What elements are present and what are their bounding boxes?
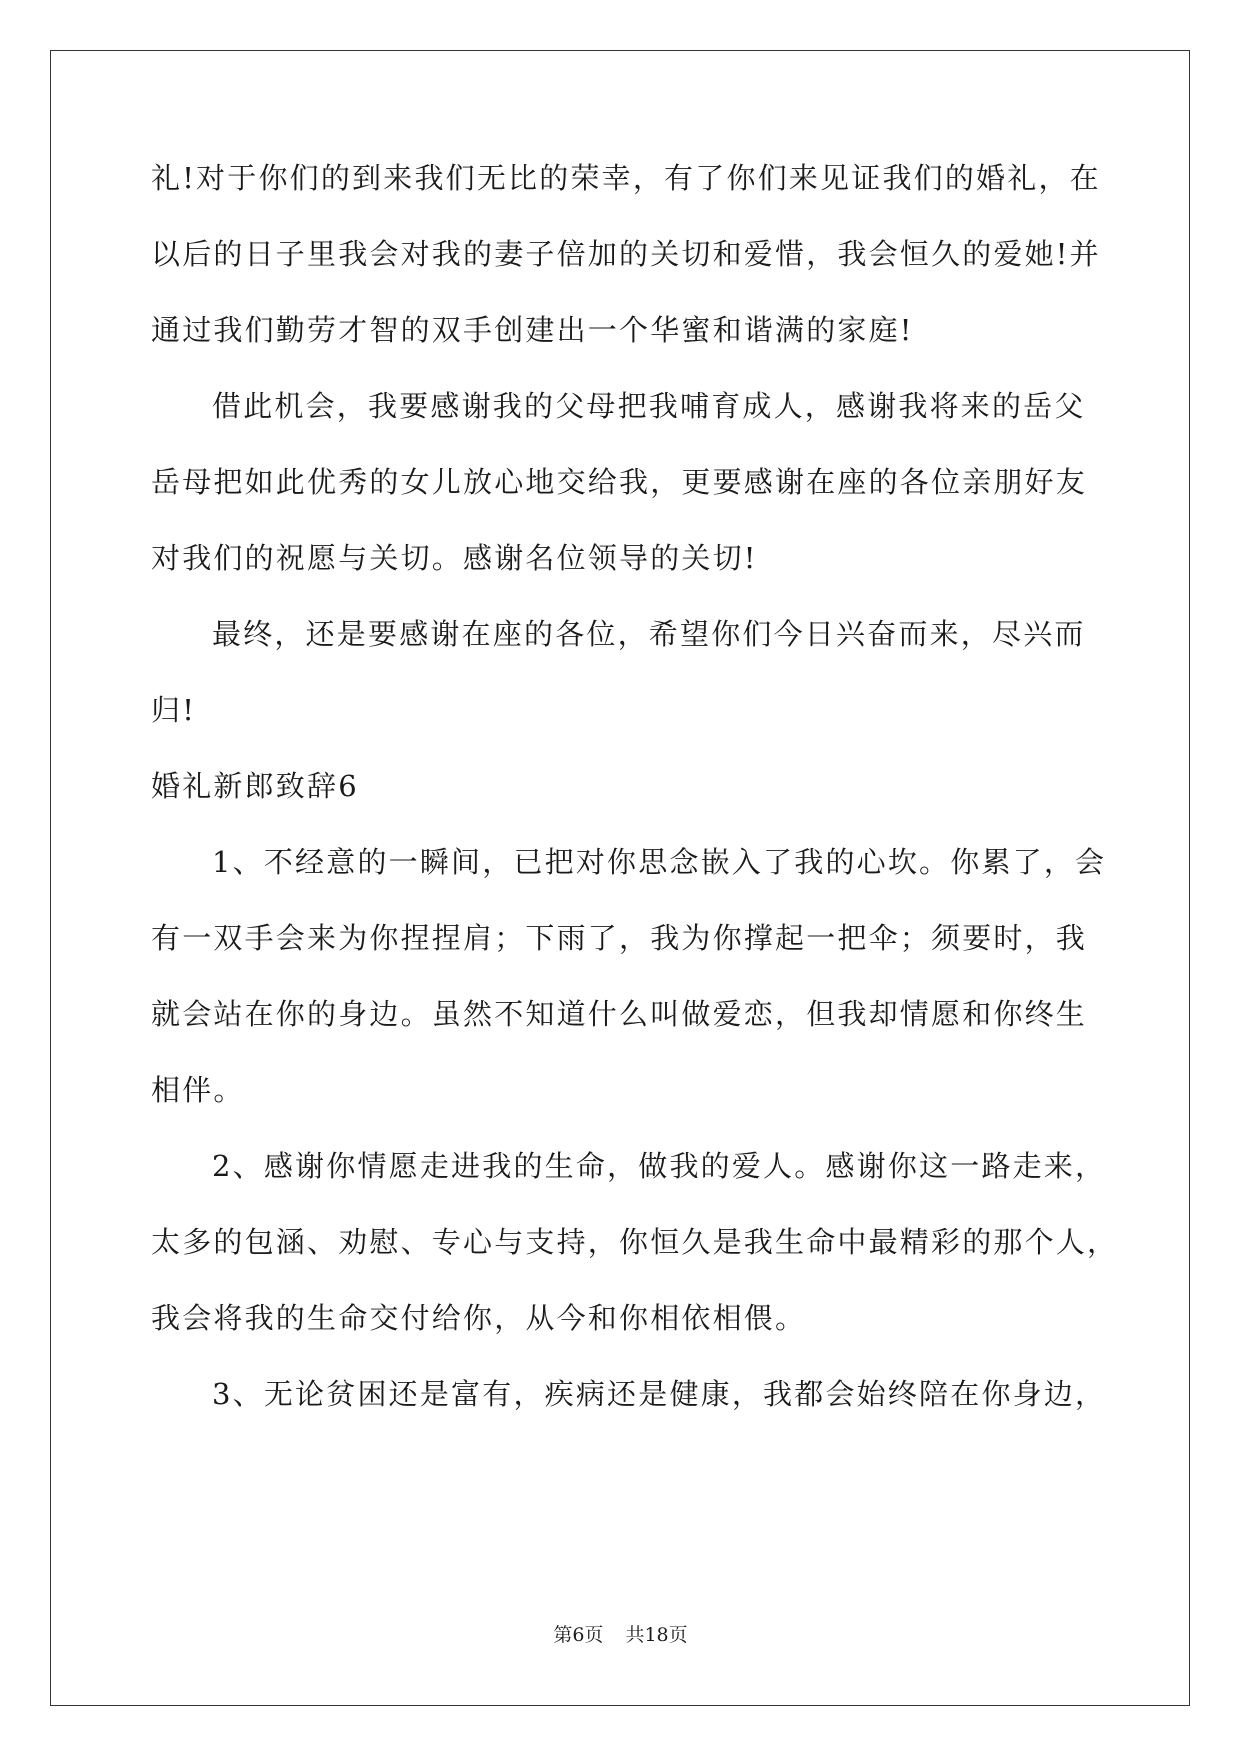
text-line: 岳母把如此优秀的女儿放心地交给我，更要感谢在座的各位亲朋好友 bbox=[151, 465, 1088, 499]
paragraph-start-line: 最终，还是要感谢在座的各位，希望你们今日兴奋而来，尽兴而 bbox=[212, 617, 1086, 651]
paragraph-start-line: 1、不经意的一瞬间，已把对你思念嵌入了我的心坎。你累了，会 bbox=[212, 845, 1107, 879]
text-line: 相伴。 bbox=[151, 1073, 245, 1107]
paragraph-start-line: 借此机会，我要感谢我的父母把我哺育成人，感谢我将来的岳父 bbox=[212, 389, 1086, 423]
text-line: 对我们的祝愿与关切。感谢名位领导的关切! bbox=[151, 541, 758, 575]
text-line: 归! bbox=[151, 693, 197, 727]
text-line: 就会站在你的身边。虽然不知道什么叫做爱恋，但我却情愿和你终生 bbox=[151, 997, 1088, 1031]
paragraph-start-line: 3、无论贫困还是富有，疾病还是健康，我都会始终陪在你身边， bbox=[212, 1377, 1107, 1411]
page-number: 第6页 bbox=[553, 1624, 604, 1646]
page-footer bbox=[0, 1620, 1241, 1647]
section-heading: 婚礼新郎致辞6 bbox=[151, 769, 359, 803]
text-line: 礼!对于你们的到来我们无比的荣幸，有了你们来见证我们的婚礼，在 bbox=[151, 161, 1101, 195]
text-line: 太多的包涵、劝慰、专心与支持，你恒久是我生命中最精彩的那个人， bbox=[151, 1225, 1119, 1259]
paragraph-start-line: 2、感谢你情愿走进我的生命，做我的爱人。感谢你这一路走来， bbox=[212, 1149, 1107, 1183]
text-line: 以后的日子里我会对我的妻子倍加的关切和爱惜，我会恒久的爱她!并 bbox=[151, 237, 1101, 271]
text-line: 我会将我的生命交付给你，从今和你相依相偎。 bbox=[151, 1301, 807, 1335]
text-line: 通过我们勤劳才智的双手创建出一个华蜜和谐满的家庭! bbox=[151, 313, 914, 347]
page-total: 共18页 bbox=[625, 1624, 688, 1646]
text-line: 有一双手会来为你捏捏肩；下雨了，我为你撑起一把伞；须要时，我 bbox=[151, 921, 1088, 955]
